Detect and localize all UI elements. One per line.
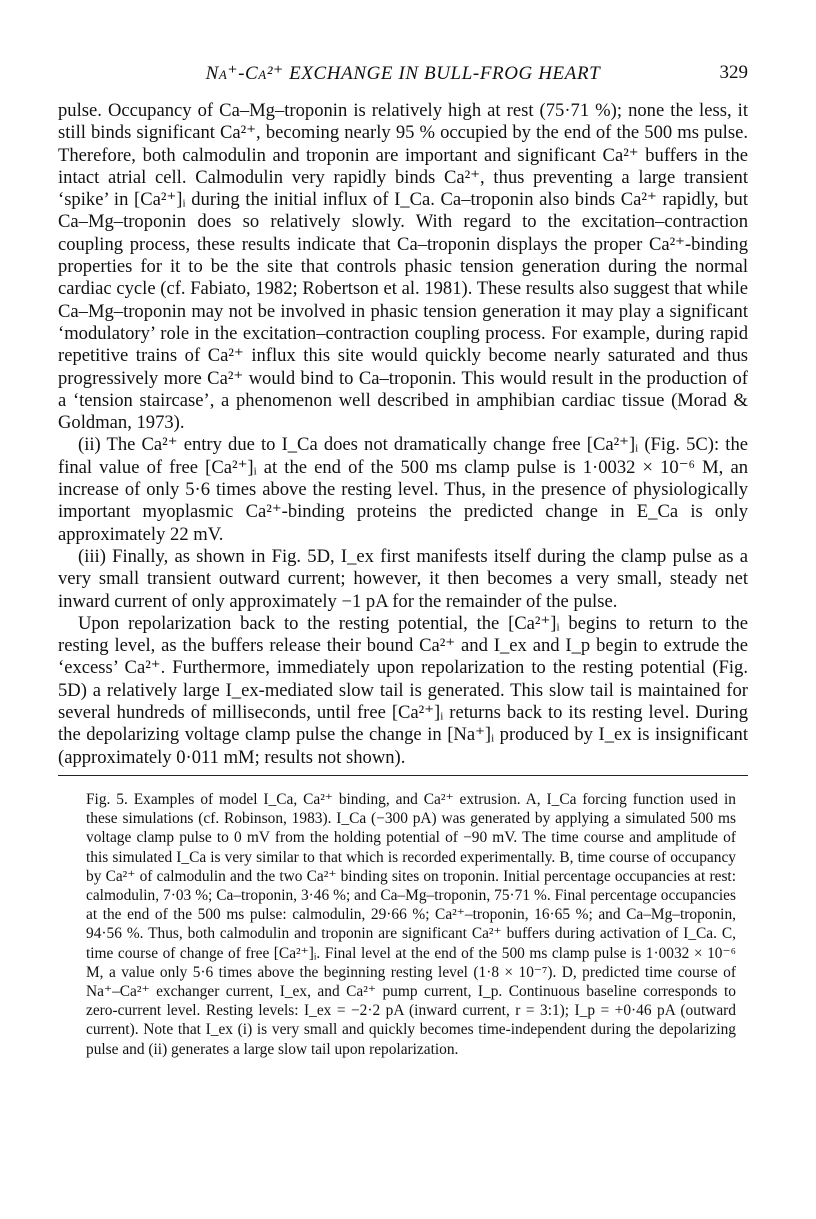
figure-caption: Fig. 5. Examples of model I_Ca, Ca²⁺ binding, and Ca²⁺ extrusion. A, I_Ca forcing function used in these simulations (cf. Robinson, 1983). I_Ca (−300 pA) was generated by applying a simulated 500 ms voltage clamp pulse to 0 mV from the holding potential of −90 mV. The time course and amplitude of this simulated I_Ca is very similar to that which is recorded experimentally. B, time course of occupancy by Ca²⁺ of calmodulin and the two Ca²⁺ binding sites on troponin. Initial percentage occupancies at rest: calmodulin, 7·03 %; Ca–troponin, 3·46 %; and Ca–Mg–troponin, 75·71 %. Final percentage occupancies at the end of the 500 ms pulse: calmodulin, 29·66 %; Ca²⁺–troponin, 16·65 %; and Ca–Mg–troponin, 94·56 %. Thus, both calmodulin and troponin are significant Ca²⁺ buffers during activation of I_Ca. C, time course of change of free [Ca²⁺]ᵢ. Final level at the end of the 500 ms clamp pulse is 1·0032 × 10⁻⁶ M, a value only 5·6 times above the beginning resting level (1·8 × 10⁻⁷). D, predicted time course of Na⁺–Ca²⁺ exchanger current, I_ex, and Ca²⁺ pump current, I_p. Continuous baseline corresponds to zero-current level. Resting levels: I_ex = −2·2 pA (inward current, r = 3:1); I_p = +0·46 pA (outward current). Note that I_ex (i) is very small and quickly becomes time-independent during the depolarizing pulse and (ii) generates a large slow tail upon repolarization. (86, 790, 736, 1058)
running-title: Na⁺-Ca²⁺ EXCHANGE IN BULL-FROG HEART (205, 63, 601, 84)
page-header (58, 62, 748, 88)
paragraph-repolarization: Upon repolarization back to the resting potential, the [Ca²⁺]ᵢ begins to return to the resting level, as the buffers release their bound Ca²⁺ and I_ex and I_p begin to extrude the ‘excess’ Ca²⁺. Furthermore, immediately upon repolarization to the resting potential (Fig. 5D) a relatively large I_ex-mediated slow tail is generated. This slow tail is maintained for several hundreds of milliseconds, until free [Ca²⁺]ᵢ returns back to its resting level. During the depolarizing voltage clamp pulse the change in [Na⁺]ᵢ produced by I_ex is insignificant (approximately 0·011 mM; results not shown). (58, 612, 748, 768)
body-text (58, 100, 748, 769)
journal-page (58, 62, 748, 1059)
paragraph-calmodulin-troponin: pulse. Occupancy of Ca–Mg–troponin is relatively high at rest (75·71 %); none the less, it still binds significant Ca²⁺, becoming nearly 95 % occupied by the end of the 500 ms pulse. Therefore, both calmodulin and troponin are important and significant Ca²⁺ buffers in the intact atrial cell. Calmodulin very rapidly binds Ca²⁺, thus preventing a large transient ‘spike’ in [Ca²⁺]ᵢ during the initial influx of I_Ca. Ca–troponin also binds Ca²⁺ rapidly, but Ca–Mg–troponin does so relatively slowly. With regard to the excitation–contraction coupling process, these results indicate that Ca–troponin displays the proper Ca²⁺-binding properties for it to be the site that controls phasic tension generation during the normal cardiac cycle (cf. Fabiato, 1982; Robertson et al. 1981). These results also suggest that while Ca–Mg–troponin may not be involved in phasic tension generation it may play a significant ‘modulatory’ role in the excitation–contraction coupling process. For example, during rapid repetitive trains of Ca²⁺ influx this site would quickly become nearly saturated and thus progressively more Ca²⁺ would bind to Ca–troponin. This would result in the production of a ‘tension staircase’, a phenomenon well described in amphibian cardiac tissue (Morad & Goldman, 1973). (58, 100, 748, 434)
caption-divider (58, 775, 748, 776)
paragraph-free-calcium: (ii) The Ca²⁺ entry due to I_Ca does not dramatically change free [Ca²⁺]ᵢ (Fig. 5C): the final value of free [Ca²⁺]ᵢ at the end of the 500 ms clamp pulse is 1·0032 × 10⁻⁶ M, an increase of only 5·6 times above the resting level. Thus, in the presence of physiologically important myoplasmic Ca²⁺-binding proteins the predicted change in E_Ca is only approximately 22 mV. (58, 434, 748, 545)
page-number: 329 (719, 62, 748, 83)
paragraph-exchanger-current: (iii) Finally, as shown in Fig. 5D, I_ex first manifests itself during the clamp pulse as a very small transient outward current; however, it then becomes a very small, steady net inward current of only approximately −1 pA for the remainder of the pulse. (58, 545, 748, 612)
